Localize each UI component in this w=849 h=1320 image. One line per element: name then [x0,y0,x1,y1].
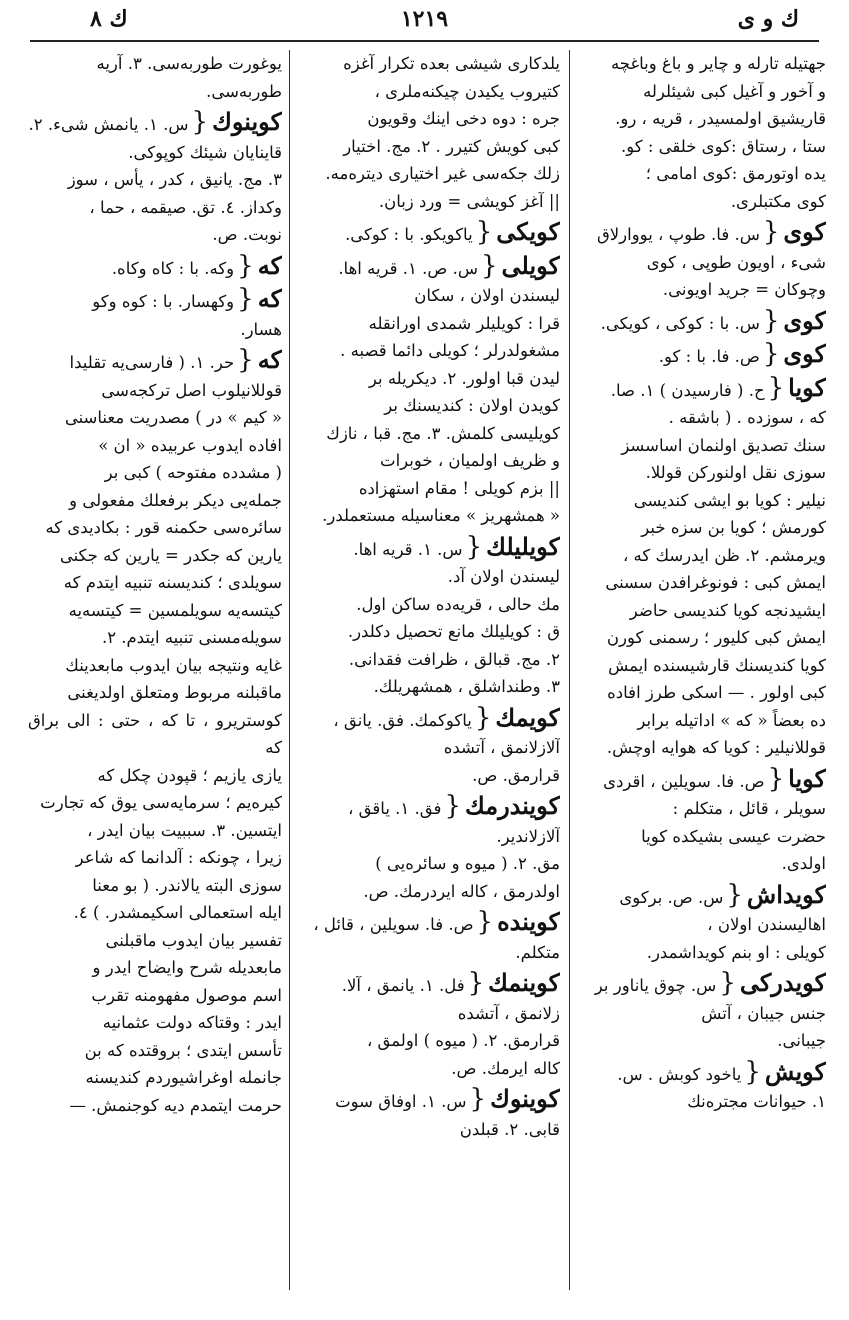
entry-text-line: حضرت عيسى بشيكده كويا [641,826,826,846]
entry-text-line: متكلم. [515,942,560,962]
entry-text-line: قاريشيق اولمسيدر ، قريه ، رو. [615,109,826,128]
brace-mark: { [767,763,785,794]
page-header [30,6,819,36]
brace-mark: { [237,250,254,281]
entry-text-line: اسم موصول مفهومنه تقرب [91,985,282,1005]
entry-headword: كوى [783,339,826,368]
dictionary-entry [578,968,826,1055]
entry-text-line: س. ١. اوفاق سوت [335,1092,467,1111]
entry-text-line: و آخور و آغيل كبى شيئلرله [643,81,826,101]
entry-text-line: س. با : كوكى ، كويكى. [600,313,760,333]
entry-text-line: نوبت. ص. [212,225,282,244]
dictionary-entry [28,251,282,283]
entry-headword: كوينوك [212,107,282,136]
entry-text-line: ٢. مج. قبالق ، ظرافت فقدانى. [348,649,560,669]
entry-text-line: ستا ، رستاق :كوى خلقى : كو. [620,136,826,156]
entry-headword: كه [257,345,282,374]
entry-text-line: سوزى البته يالاندر. ( بو معنا [92,875,282,895]
entry-text-line: ح. ( فارسيدن ) ١. صا. [610,380,765,400]
dictionary-entry [296,703,560,790]
entry-text-line: آلازلانمق ، آتشده [443,738,560,757]
entry-text-line: || بزم كويلى ! مقام استهزاده [358,478,560,498]
dictionary-entry [578,764,826,878]
brace-mark: { [762,217,780,247]
column-divider [289,50,290,1290]
entry-text-line: افاده ايدوب عربيده « ان » [98,435,282,455]
entry-text-line: كبى اولور . — اسكى طرز افاده [607,683,826,702]
entry-text-line: قرارمق. ٢. ( ميوه ) اولمق ، [366,1031,560,1050]
dictionary-entry [296,50,560,215]
entry-headword: كويا [788,372,826,402]
entry-text-line: ويرمشم. ٢. ظن ايدرسك كه ، [622,545,826,565]
entry-headword: كويش [764,1056,826,1086]
entry-text-line: زيرا ، چونكه : آلدانما كه شاعر [75,848,282,867]
entry-text-line: ص. فا. با : كو. [658,347,760,366]
entry-text-line: مك حالى ، قريه‌ده ساكن اول. [356,594,560,614]
entry-headword: كويندرمك [464,791,560,820]
page-number: ١٢١٩ [400,6,449,32]
entry-text-line: كاله ايرمك. ص. [451,1058,560,1078]
brace-mark: { [762,339,780,369]
entry-headword: كويدركى [739,968,826,997]
entry-headword: كه [257,250,282,280]
entry-headword: كه [257,284,282,313]
entry-text-line: س. چوق ياناور بر [594,976,717,995]
brace-mark: { [475,217,493,247]
entry-text-line: س. فا. طوپ ، يووارلاق [596,225,760,244]
brace-mark: { [465,531,483,562]
entry-text-line: ايدر : وقتاكه دولت عثمانيه [102,1013,282,1032]
entry-text-line: تفسير بيان ايدوب ماقبلنى [105,930,282,950]
entry-text-line: ايله استعمالى اسكيمشدر. ) ٤. [73,903,282,922]
entry-text-line: ص. فا. سويلين ، قائل ، [313,915,474,934]
entry-text-line: قوللانيلوب اصل تركجه‌سى [101,380,282,400]
entry-text-line: ق : كويليلك مانع تحصيل دكلدر. [347,622,560,641]
entry-text-line: كيره‌يم ؛ سرمايه‌سى يوق كه تجارت [40,793,282,812]
entry-text-line: ياكويكو. با : كوكى. [345,225,473,244]
entry-text-line: ايمش كبى : فونوغرافدن سسنى [605,573,826,592]
entry-text-line: جنس جيبان ، آتش [701,1003,826,1023]
entry-text-line: سويلدى ؛ كنديسنه تنبيه ايتدم كه [63,573,282,592]
dictionary-entry [578,217,826,304]
dictionary-entry [578,306,826,338]
entry-text-line: حر. ١. ( فارسى‌يه تقليدا [69,353,235,372]
dictionary-entry [578,880,826,967]
entry-text-line: اهاليسندن اولان ، [707,915,826,934]
dictionary-entry [578,1057,826,1116]
entry-headword: كويا [788,763,826,793]
dictionary-entry [28,50,282,105]
entry-headword: كويلى [501,250,560,280]
entry-text-line: كتيروب يكيدن چيكنه‌ملرى ، [374,81,560,101]
entry-text-line: مشغولدرلر ؛ كويلى دائما قصبه . [340,341,560,360]
brace-mark: { [719,968,736,998]
brace-mark: { [744,1056,761,1087]
dictionary-entry [578,339,826,371]
entry-text-line: سويله‌مسنى تنبيه ايتدم. ٢. [101,628,282,647]
entry-text-line: زلك جكه‌سى غير اختيارى ديتره‌مه. [325,164,560,183]
brace-mark: { [481,250,498,281]
entry-text-line: س. ص. ١. قريه اها. [338,258,478,278]
entry-text-line: يارين كه جكدر = يارين كه جكنى [59,545,282,565]
entry-text-line: ليسندن اولان آد. [447,567,560,586]
entry-text-line: كويليسى كلمش. ٣. مج. قبا ، نازك [326,423,560,443]
dictionary-entry [296,1084,560,1143]
entry-text-line: كويدن اولان : كنديسنك بر [384,396,560,415]
brace-mark: { [474,702,492,733]
entry-text-line: اولدرمق ، كاله ايردرمك. ص. [363,881,560,901]
entry-headword: كويليلك [486,531,560,561]
entry-text-line: فل. ١. يانمق ، آلا. [341,976,465,995]
dictionary-entry [296,907,560,966]
dictionary-entry [296,251,560,530]
entry-text-line: ماقبلنه مربوط ومتعلق اولديغنى [67,683,282,702]
entry-text-line: قوللانيلير : كويا كه هوايه اوچش. [606,738,826,757]
dictionary-entry [28,107,282,249]
entry-text-line: || آغز كويشى = ورد زبان. [378,191,560,211]
entry-text-line: ٣. وطنداشلق ، همشهريلك. [373,677,560,696]
column-left [28,50,282,1290]
entry-text-line: كورمش ؛ كويا بن سزه خبر [641,518,826,537]
brace-mark: { [237,345,254,375]
brace-mark: { [767,372,785,403]
entry-text-line: ص. فا. سويلين ، اقردى [603,771,765,791]
entry-text-line: ( مشدده مفتوحه ) كبى بر [104,463,282,482]
entry-text-line: س. ١. قريه اها. [353,539,463,559]
entry-text-line: جره : دوه دخى اينك وقويون [367,109,560,128]
brace-mark: { [476,907,494,937]
entry-text-line: يازى يازيم ؛ قپودن چكل كه [97,765,282,785]
entry-text-line: كوى مكتبلرى. [730,191,826,211]
brace-mark: { [469,1084,487,1114]
entry-text-line: سائره‌سى حكمنه قور : بكاديدى كه [45,518,282,537]
dictionary-entry [28,345,282,1119]
entry-text-line: ايتسين. ٣. سببيت بيان ايدر ، [87,820,282,840]
entry-headword: كوينمك [488,968,560,997]
dictionary-entry [296,968,560,1082]
entry-headword: كويكى [496,217,560,246]
entry-text-line: جانمله اوغراشيوردم كنديسنه [85,1068,282,1087]
brace-mark: { [191,107,209,137]
entry-text-line: ياخود كوبش . س. [617,1064,742,1084]
entry-text-line: مق. ٢. ( ميوه و سائره‌يى ) [375,854,560,873]
entry-text-line: ايشيدنجه كويا كنديسى حاضر [629,600,826,620]
header-rule [30,40,819,42]
entry-text-line: جيبانى. [777,1031,826,1050]
entry-text-line: قرا : كويليلر شمدى اورانقله [368,313,560,333]
entry-headword: كويمك [495,702,560,732]
entry-text-line: آلازلاندير. [496,826,560,846]
entry-text-line: قاينايان شيئك كوپوكى. [128,142,282,162]
entry-text-line: ياكوكمك. فق. يانق ، [333,710,472,730]
dictionary-entry [578,50,826,215]
entry-text-line: فق. ١. ياقق ، [348,799,442,818]
entry-text-line: سنك تصديق اولنمان اساسسز [621,435,826,455]
entry-text-line: ليدن قبا اولور. ٢. ديكريله بر [368,368,560,388]
entry-text-line: شى‌ء ، اويون طوپى ، كوى [646,252,826,272]
entry-text-line: سويلر ، قائل ، متكلم : [672,799,826,818]
entry-headword: كوى [783,217,826,246]
entry-text-line: كه ، سوزده . ( باشقه . [668,408,826,427]
entry-text-line: وكداز. ٤. تق. صيقمه ، حما ، [89,197,282,217]
entry-text-line: هسار. [240,319,282,339]
entry-text-line: حرمت ايتمدم ديه كوجنمش. — [69,1095,282,1115]
brace-mark: { [726,879,743,910]
entry-text-line: كويا كنديسنك قارشيسنده ايمش [608,655,826,675]
brace-mark: { [237,284,254,314]
entry-text-line: قابى. ٢. قبلدن [459,1119,560,1139]
entry-text-line: نيلير : كويا بو ايشى كنديسى [633,490,826,510]
dictionary-entry [296,791,560,905]
entry-headword: كوينوك [490,1084,560,1113]
dictionary-entry [296,532,560,701]
entry-text-line: و ظريف اولميان ، خوبرات [380,451,560,470]
entry-text-line: يده اوتورمق :كوى امامى ؛ [645,164,826,183]
entry-text-line: « همشهريز » معناسيله مستعملدر. [322,506,560,525]
entry-text-line: تأسس ايتدى ؛ بروقتده كه بن [84,1040,282,1060]
entry-text-line: س. ١. يانمش شى‌ء. ٢. [28,115,189,134]
entry-text-line: ايمش كبى كليور ؛ رسمنى كورن [606,628,826,647]
entry-text-line: « كيم » در ) مصدريت معناسنى [64,408,282,427]
brace-mark: { [762,305,780,336]
entry-headword: كوى [783,305,826,335]
entry-text-line: جمله‌يى ديكر برفعلك مفعولى و [69,490,282,510]
entry-headword: كويداش [746,879,826,909]
brace-mark: { [444,791,461,821]
header-section-letters: ك و ى [737,6,799,32]
entry-text-line: كويلى : او بنم كويداشمدر. [646,942,826,962]
entry-text-line: وكهسار. با : كوه وكو [92,292,235,311]
dictionary-entry [28,284,282,343]
entry-text-line: وچوكان = جريد اويونى. [662,280,826,299]
entry-text-line: س. ص. بركوى [619,887,724,907]
entry-headword: كوينده [497,907,560,936]
entry-text-line: غايه ونتيجه بيان ايدوب مابعدينك [65,655,282,675]
brace-mark: { [467,968,485,998]
entry-text-line: زلانمق ، آتشده [457,1003,560,1023]
entry-text-line: يوغورت طوربه‌سى. ٣. آريه [96,54,282,73]
entry-text-line: ده بعضاً « كه » اداتيله برابر [637,710,826,730]
entry-text-line: ١. حيوانات مجتره‌نك [687,1092,826,1111]
header-volume-letter: ك ٨ [90,6,128,32]
entry-text-line: جهتيله تارله و چاير و باغ وباغچه [610,54,826,73]
dictionary-entry [296,217,560,249]
entry-text-line: اولدى. [781,854,826,873]
entry-text-line: كوستريرو ، تا كه ، حتى : الى براق كه [28,710,282,757]
column-right [578,50,826,1290]
entry-text-line: مابعديله شرح وايضاح ايدر و [92,958,282,977]
dictionary-entry [578,373,826,762]
entry-text-line: يلدكارى شيشى بعده تكرار آغزه [343,54,560,73]
column-divider [569,50,570,1290]
entry-text-line: وكه. با : كاه وكاه. [111,258,235,278]
entry-text-line: طوربه‌سى. [206,81,282,101]
column-middle [296,50,560,1290]
entry-text-line: ٣. مج. يانيق ، كدر ، يأس ، سوز [67,170,282,189]
entry-text-line: كبى كويش كتيرر . ٢. مج. اختيار [343,136,560,156]
entry-text-line: سوزى نقل اولنوركن قوللا. [645,463,826,482]
entry-text-line: قرارمق. ص. [472,765,560,785]
entry-text-line: ليسندن اولان ، سكان [414,286,560,305]
entry-text-line: كيتسه‌يه سويلمسين = كيتسه‌يه [68,600,282,620]
